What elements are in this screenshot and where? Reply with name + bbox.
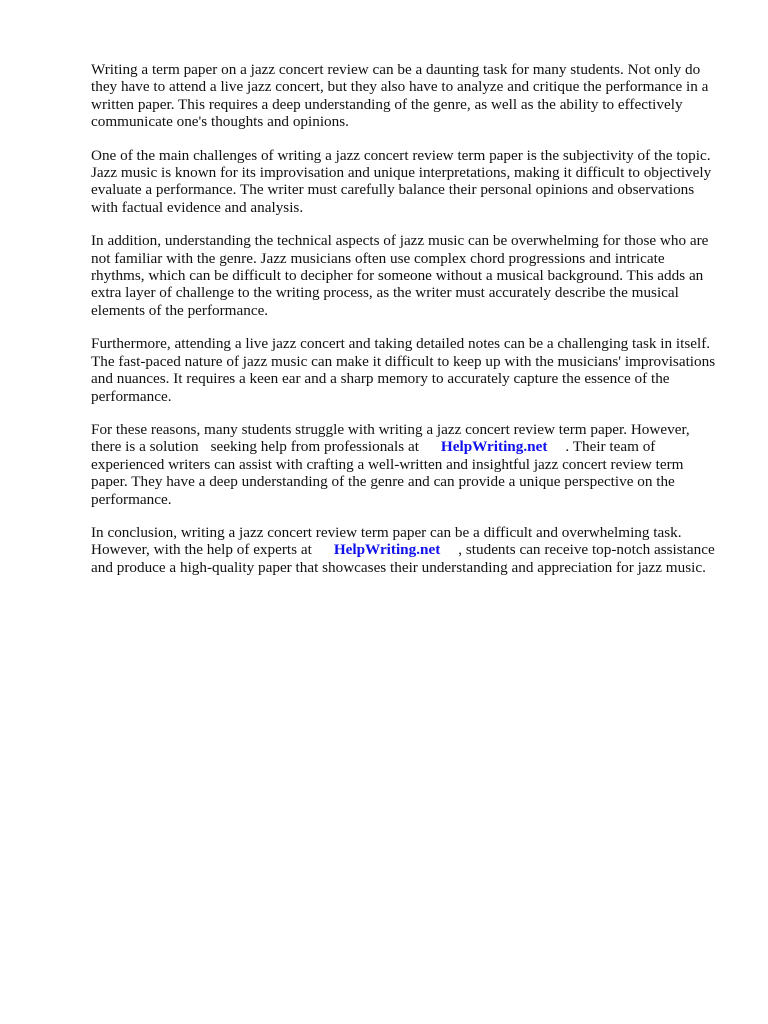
paragraph-solution-text-1: For these reasons, many students struggle with writing a jazz concert review term paper. However, there is a solution [91,420,690,456]
paragraph-conclusion [91,524,719,576]
paragraph-live-notes: Furthermore, attending a live jazz concert and taking detailed notes can be a challenging task in itself. The fast-paced nature of jazz music can make it difficult to keep up with the musicians' improvisations and nuances. It requires a keen ear and a sharp memory to accurately capture the essence of the performance. [91,335,716,405]
paragraph-conclusion-text-2: , students can receive top-notch assistance and produce a high-quality paper that showcases their understanding and appreciation for jazz music. [91,541,715,576]
paragraph-solution-text-2: seeking help from professionals at [210,438,419,456]
paragraph-solution-text-3: . Their team of experienced writers can assist with crafting a well-written and insightful jazz concert review term paper. They have a deep understanding of the genre and can provide a unique perspective on the performance. [91,438,684,508]
helpwriting-link-conclusion[interactable]: HelpWriting.net [333,541,441,559]
paragraph-technical: In addition, understanding the technical aspects of jazz music can be overwhelming for those who are not familiar with the genre. Jazz musicians often use complex chord progressions and intricate rhythms, which can be difficult to decipher for someone without a musical background. This adds an extra layer of challenge to the writing process, as the writer must accurately describe the musical elements of the performance. [91,232,709,319]
paragraph-conclusion-text-1: In conclusion, writing a jazz concert review term paper can be a difficult and overwhelming task. However, with the help of experts at [91,523,682,559]
document-body [91,61,719,592]
paragraph-solution [91,421,719,508]
paragraph-intro: Writing a term paper on a jazz concert review can be a daunting task for many students. Not only do they have to attend a live jazz concert, but they also have to analyze and critique the performance in a written paper. This requires a deep understanding of the genre, as well as the ability to effectively communicate one's thoughts and opinions. [91,61,709,131]
paragraph-challenges: One of the main challenges of writing a jazz concert review term paper is the subjectivity of the topic. Jazz music is known for its improvisation and unique interpretations, making it difficult to objectively evaluate a performance. The writer must carefully balance their personal opinions and observations with factual evidence and analysis. [91,146,712,216]
helpwriting-link[interactable]: HelpWriting.net [440,438,548,456]
